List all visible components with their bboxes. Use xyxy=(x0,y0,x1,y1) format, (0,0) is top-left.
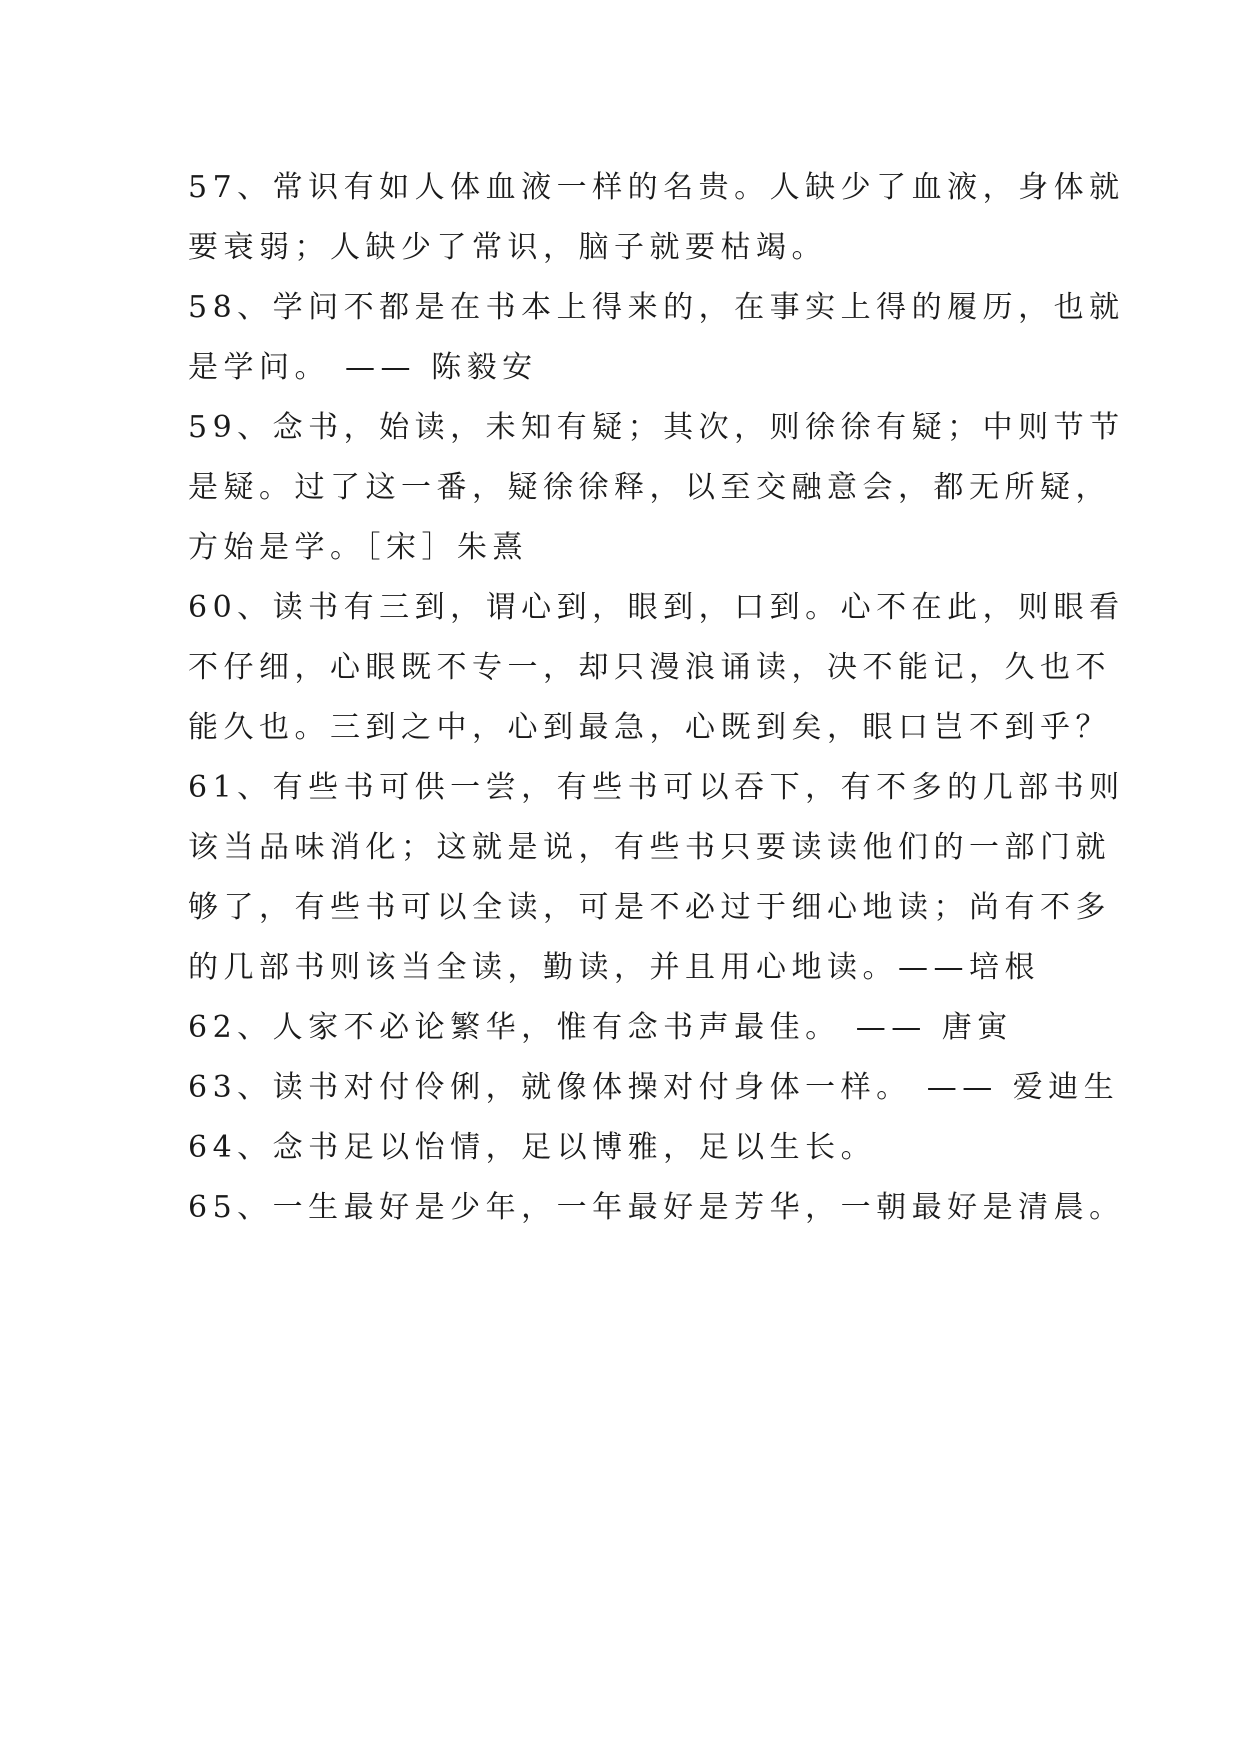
text-line: 62、人家不必论繁华，惟有念书声最佳。 —— 唐寅 xyxy=(188,1010,1013,1045)
text-line: 63、读书对付伶俐，就像体操对付身体一样。 —— 爱迪生 xyxy=(188,1070,1120,1105)
text-line: 够了，有些书可以全读，可是不必过于细心地读；尚有不多 xyxy=(188,890,1111,925)
text-line: 57、常识有如人体血液一样的名贵。人缺少了血液，身体就 xyxy=(188,170,1125,205)
text-line: 60、读书有三到，谓心到，眼到，口到。心不在此，则眼看 xyxy=(188,590,1125,625)
text-line: 65、一生最好是少年，一年最好是芳华，一朝最好是清晨。 xyxy=(188,1190,1125,1225)
text-line: 要衰弱；人缺少了常识，脑子就要枯竭。 xyxy=(188,230,827,265)
text-line: 的几部书则该当全读，勤读，并且用心地读。——培根 xyxy=(188,950,1040,985)
text-line: 64、念书足以怡情，足以博雅，足以生长。 xyxy=(188,1130,877,1165)
text-line: 方始是学。［宋］朱熹 xyxy=(188,530,528,565)
text-line: 不仔细，心眼既不专一，却只漫浪诵读，决不能记，久也不 xyxy=(188,650,1111,685)
text-line: 58、学问不都是在书本上得来的，在事实上得的履历，也就 xyxy=(188,290,1125,325)
text-line: 59、念书，始读，未知有疑；其次，则徐徐有疑；中则节节 xyxy=(188,410,1125,445)
text-line: 是疑。过了这一番，疑徐徐释，以至交融意会，都无所疑， xyxy=(188,470,1111,505)
text-line: 该当品味消化；这就是说，有些书只要读读他们的一部门就 xyxy=(188,830,1111,865)
text-line: 是学问。 —— 陈毅安 xyxy=(188,350,538,385)
quotes-body xyxy=(188,158,1125,1238)
text-line: 能久也。三到之中，心到最急，心既到矣，眼口岂不到乎？ xyxy=(188,710,1111,745)
text-line: 61、有些书可供一尝，有些书可以吞下，有不多的几部书则 xyxy=(188,770,1125,805)
